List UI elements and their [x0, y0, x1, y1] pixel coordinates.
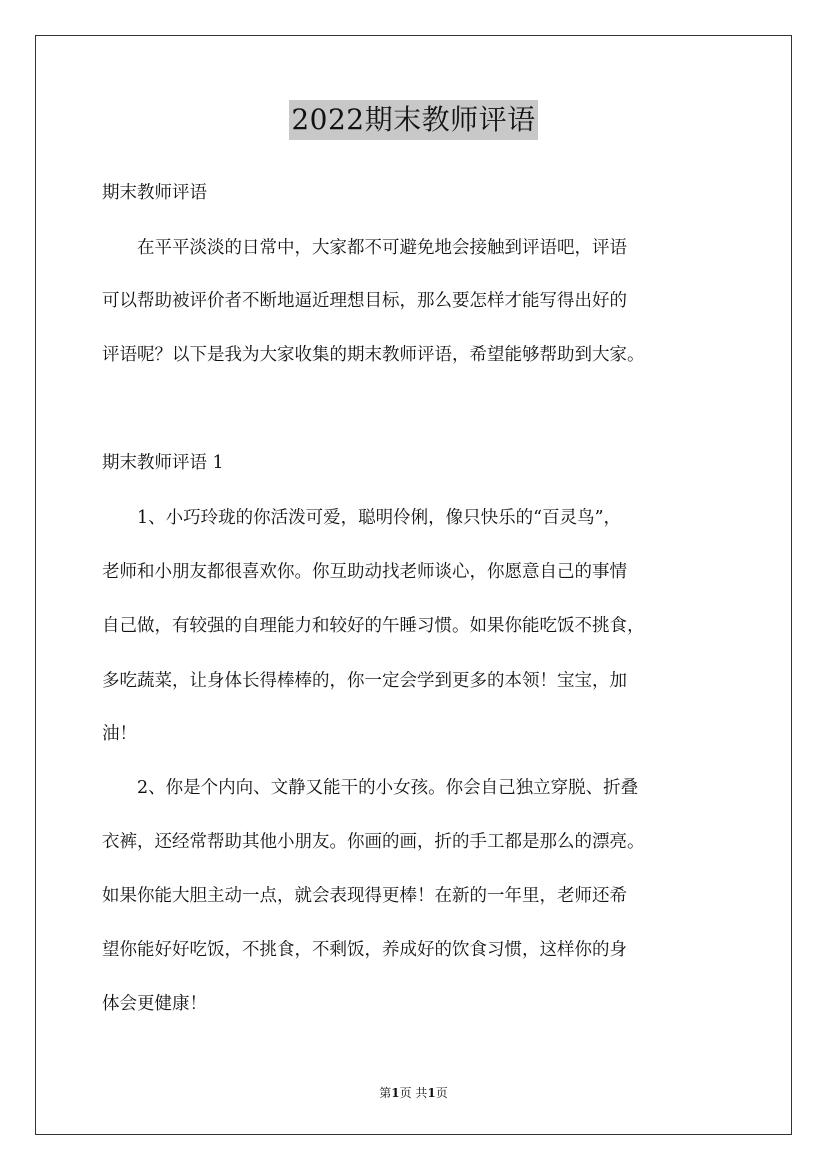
title-container: [0, 100, 827, 140]
document-title: 2022期末教师评语: [289, 100, 537, 140]
footer-prefix: 第: [379, 1086, 392, 1100]
item1-line-1: 1、小巧玲珑的你活泼可爱，聪明伶俐，像只快乐的“百灵鸟”，: [137, 508, 622, 528]
item2-line-2: 衣裤，还经常帮助其他小朋友。你画的画，折的手工都是那么的漂亮。: [102, 832, 645, 852]
item1-line-5: 油！: [102, 724, 137, 744]
item1-line-2: 老师和小朋友都很喜欢你。你互助动找老师谈心，你愿意自己的事情: [102, 562, 627, 582]
intro-line-2: 可以帮助被评价者不断地逼近理想目标，那么要怎样才能写得出好的: [102, 291, 627, 311]
intro-line-3: 评语呢？以下是我为大家收集的期末教师评语，希望能够帮助到大家。: [102, 345, 645, 365]
item2-line-4: 望你能好好吃饭，不挑食，不剩饭，养成好的饮食习惯，这样你的身: [102, 940, 627, 960]
footer-page-total: 1: [427, 1086, 436, 1100]
item2-line-1: 2、你是个内向、文静又能干的小女孩。你会自己独立穿脱、折叠: [137, 778, 639, 798]
intro-line-1: 在平平淡淡的日常中，大家都不可避免地会接触到评语吧，评语: [137, 238, 627, 258]
item1-line-4: 多吃蔬菜，让身体长得棒棒的，你一定会学到更多的本领！宝宝，加: [102, 671, 627, 691]
section-heading: 期末教师评语 1: [102, 453, 224, 473]
item1-line-3: 自己做，有较强的自理能力和较好的午睡习惯。如果你能吃饭不挑食，: [102, 616, 645, 636]
footer-mid: 页 共: [399, 1086, 428, 1100]
document-subtitle: 期末教师评语: [102, 183, 207, 203]
item2-line-5: 体会更健康！: [102, 994, 207, 1014]
item2-line-3: 如果你能大胆主动一点，就会表现得更棒！在新的一年里，老师还希: [102, 886, 627, 906]
footer-suffix: 页: [435, 1086, 448, 1100]
footer-page-current: 1: [391, 1086, 400, 1100]
page-footer: [0, 1085, 827, 1101]
